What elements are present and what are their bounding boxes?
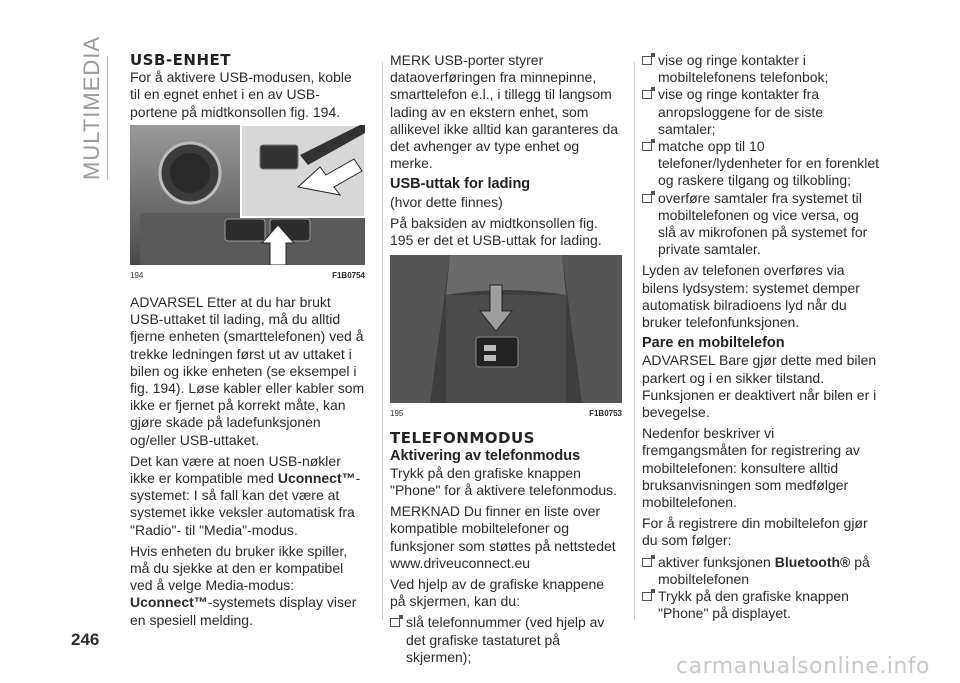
page-number: 246 [71,630,100,649]
usb-intro: For å aktivere USB-modusen, koble til en egnet enhet i en av USB-portene på midtkonsollen fig. 194. [130,69,352,120]
section-side-tab [78,35,108,180]
column-divider-1 [382,62,383,620]
charging-availability: (hvor dette finnes) [390,193,503,210]
phone-heading: TELEFONMODUS [390,429,535,448]
phone-bullet-contacts-text: vise og ringe kontakter i mobiltelefonens telefonbok; [658,52,829,86]
figure-194-caption [130,267,365,284]
figure-195-illustration [390,255,622,403]
usb-check-paragraph [130,543,365,629]
pairing-step-bluetooth-b: på mobiltelefonen [658,553,870,587]
phone-activation-heading: Aktivering av telefonmodus [390,447,581,464]
figure-194-code: F1B0754 [332,270,365,280]
pairing-step-bluetooth-text [658,554,880,588]
figure-194 [130,125,365,284]
usb-check-brand: Uconnect™ [130,594,208,611]
column-3 [642,52,880,623]
pairing-step-bluetooth [642,554,880,588]
usb-warning: ADVARSEL Etter at du har brukt USB-uttaket til lading, må du alltid fjerne enheten (smarttelefonen) ved å trekke ledningen først ut av uttaket i bilen og ikke enheten (se eksempel i fig. 194). Løse kabler eller kabler som ikke er fjernet på korrekt måte, kan gjøre skade på ladefunksjonen og/eller USB-uttaket. [130,294,365,448]
column-1 [130,52,365,633]
pairing-heading: Pare en mobiltelefon [642,335,785,352]
usb-compat-text-b: -systemet: I så fall kan det være at systemet ikke veksler automatisk fra "Radio"- til "Media"-modus. [130,470,361,538]
pairing-procedure: Nedenfor beskriver vi fremgangsmåten for registrering av mobiltelefonen: konsultere alltid bruksanvisningen som medfølger mobiltelefonen. [642,425,860,511]
figure-195 [390,255,622,422]
phone-bullet-pairing [642,138,880,190]
pairing-step-phone-text: Trykk på den grafiske knappen "Phone" på displayet. [658,588,849,622]
figure-194-number: 194 [130,270,144,280]
phone-bullet-contacts [642,52,880,86]
figure-195-number: 195 [390,409,404,419]
column-2 [390,52,622,666]
usb-compat-text-a: Det kan være at noen USB-nøkler ikke er kompatible med [130,452,341,487]
usb-note: MERK USB-porter styrer dataoverføringen fra minnepinne, smarttelefon e.l., i tillegg til langsom lading av en ekstern enhet, som allikevel ikke alltid kan garanteres da det avhenger av type enhet og merke. [390,52,619,172]
pairing-warning: ADVARSEL Bare gjør dette med bilen parkert og i en sikker tilstand. Funksjonen er deaktivert når bilen er i bevegelse. [642,352,877,421]
bullet-icon [642,592,652,601]
bullet-icon [642,90,652,99]
phone-note: MERKNAD Du finner en liste over kompatible mobiltelefoner og funksjoner som støttes på nettstedet www.driveuconnect.eu [390,503,616,571]
usb-heading: USB-ENHET [130,51,231,69]
bullet-icon [642,558,652,567]
pairing-step-phone [642,588,880,622]
bullet-icon [390,618,400,627]
phone-buttons-paragraph: Ved hjelp av de grafiske knappene på skjermen, kan du: [390,576,605,610]
usb-check-text-b: -systemets display viser en spesiell melding. [130,594,357,628]
phone-bullet-transfer [642,190,880,259]
figure-194-illustration [130,125,365,265]
column-divider-2 [634,62,635,620]
phone-activation-paragraph: Trykk på den grafiske knappen "Phone" for å aktivere telefonmodus. [390,464,618,499]
side-tab-rule [107,56,108,180]
pairing-step-bluetooth-a: aktiver funksjonen [658,553,775,570]
usb-compat-brand: Uconnect™ [277,470,356,487]
phone-bullet-transfer-text: overføre samtaler fra systemet til mobiltelefonen og vice versa, og slå av mikrofonen på systemet for private samtaler. [658,189,868,258]
usb-check-text-a: Hvis enheten du bruker ikke spiller, må du sjekke at den er kompatibel ved å velge Media-modus: [130,542,348,594]
charging-heading: USB-uttak for lading [390,176,531,193]
figure-195-caption [390,405,622,422]
charging-paragraph: På baksiden av midtkonsollen fig. 195 er det et USB-uttak for lading. [390,214,602,249]
phone-audio-paragraph: Lyden av telefonen overføres via bilens lydsystem: systemet demper automatisk bilradioens lyd når du bruker telefonfunksjonen. [642,262,860,331]
phone-bullet-pairing-text: matche opp til 10 telefoner/lydenheter for en forenklet og raskere tilgang og tilkobling; [658,138,880,189]
bluetooth-brand: Bluetooth® [774,553,851,570]
bullet-icon [642,194,652,203]
phone-bullet-dial-text: slå telefonnummer (ved hjelp av det grafiske tastaturet på skjermen); [406,614,605,665]
usb-compat-paragraph [130,453,365,539]
bullet-icon [642,142,652,151]
phone-bullet-call-log-text: vise og ringe kontakter fra anropsloggene for de siste samtaler; [658,86,823,137]
figure-195-code: F1B0753 [589,409,622,419]
section-side-tab-label: MULTIMEDIA [79,35,104,180]
phone-bullet-call-log [642,86,880,138]
bullet-icon [642,56,652,65]
phone-bullet-dial [390,614,622,666]
pairing-intro: For å registrere din mobiltelefon gjør du som følger: [642,515,868,549]
watermark: carmanualsonline.info [676,654,930,679]
